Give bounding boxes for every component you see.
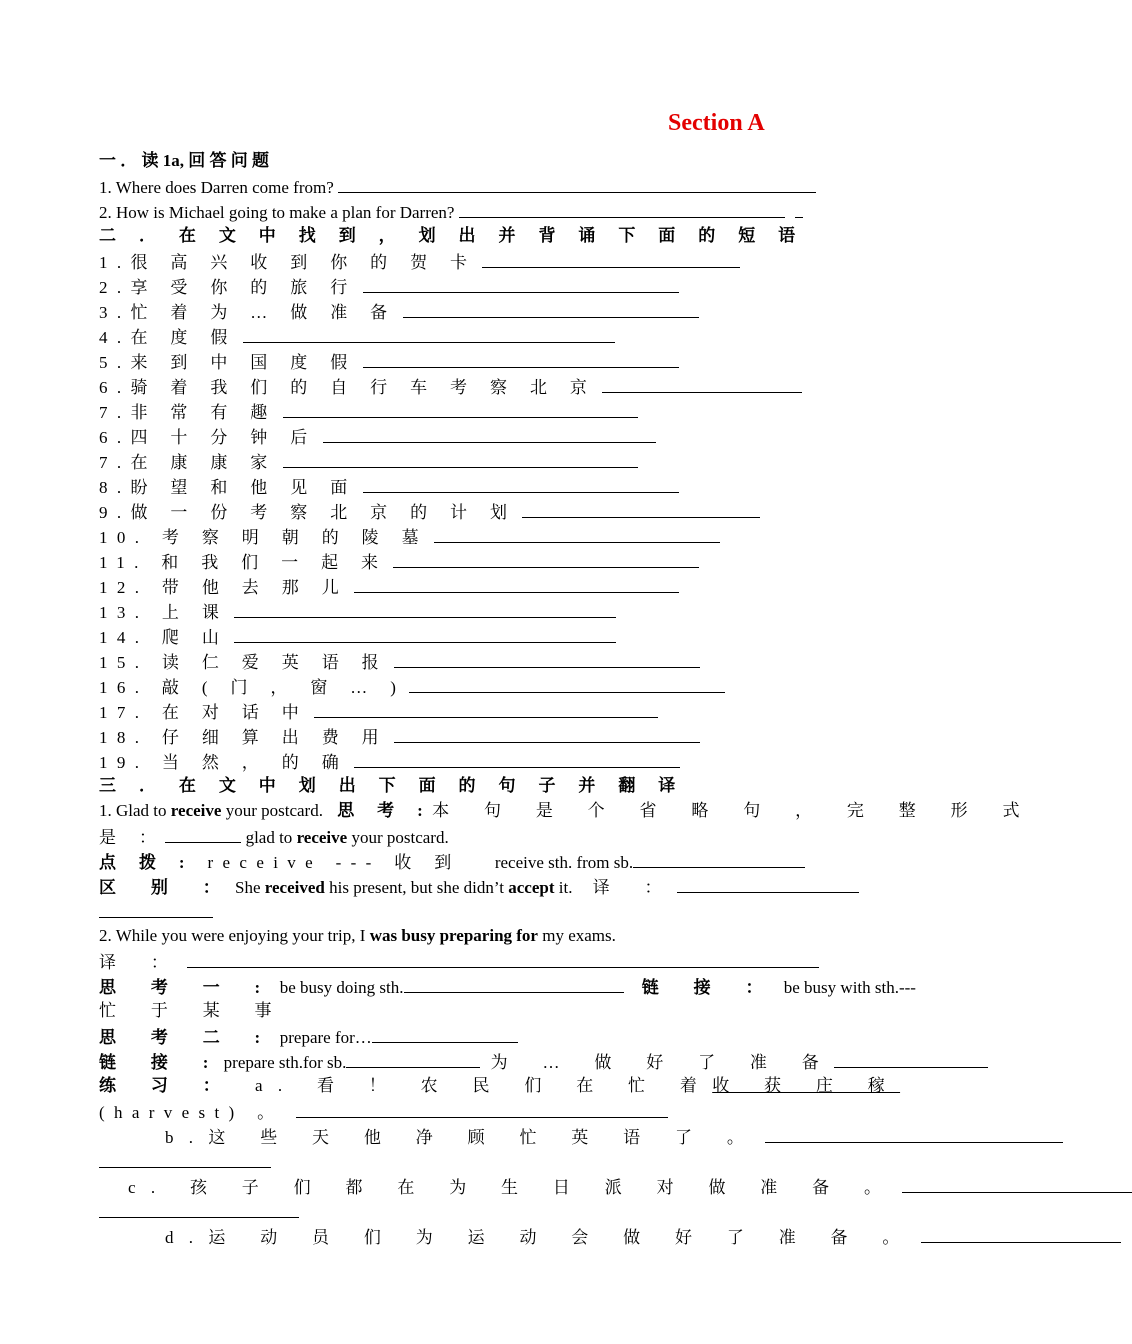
phrase-item xyxy=(99,524,720,548)
tip-example: receive sth. from sb. xyxy=(494,853,634,872)
phrase-item xyxy=(99,574,679,598)
phrase-text: 11. 和 我 们 一 起 来 xyxy=(99,553,388,572)
translate-blank[interactable] xyxy=(187,949,819,968)
link-blank[interactable] xyxy=(346,1049,480,1068)
phrase-item xyxy=(99,274,679,298)
phrase-blank[interactable] xyxy=(363,349,679,368)
phrase-text: 14. 爬 山 xyxy=(99,628,229,647)
answer-blank-2b[interactable] xyxy=(795,199,803,218)
keyword: received xyxy=(264,878,325,897)
practice-c-text: c. 孩 子 们 都 在 为 生 日 派 对 做 准 备 。 xyxy=(128,1178,897,1197)
think-one-text: be busy doing sth. xyxy=(275,978,404,997)
translate-continue xyxy=(99,899,213,923)
translate-blank[interactable] xyxy=(99,899,213,918)
phrase-item xyxy=(99,399,638,423)
phrase-item xyxy=(99,624,616,648)
think-two-blank[interactable] xyxy=(372,1024,518,1043)
phrase-text: 19. 当 然 ， 的 确 xyxy=(99,753,349,772)
practice-blank[interactable] xyxy=(921,1224,1121,1243)
link-meaning-text: 为 … 做 好 了 准 备 xyxy=(490,1053,835,1072)
think-label: 思 考 : xyxy=(337,801,433,820)
phrase-item xyxy=(99,749,680,773)
phrase-item xyxy=(99,424,656,448)
phrase-blank[interactable] xyxy=(403,299,699,318)
phrase-text: 6.骑 着 我 们 的 自 行 车 考 察 北 京 xyxy=(99,378,597,397)
phrase-blank[interactable] xyxy=(363,474,679,493)
link-meaning: 忙 于 某 事 xyxy=(99,1001,287,1020)
phrase-text: 7.在 康 康 家 xyxy=(99,453,277,472)
practice-a-underlined: 收 获 庄 稼 xyxy=(712,1076,901,1095)
sentence-1 xyxy=(99,799,1035,823)
phrase-item xyxy=(99,499,760,523)
practice-label: 练 习 ： xyxy=(99,1076,235,1095)
practice-b-text: b.这 些 天 他 净 顾 忙 英 语 了 。 xyxy=(165,1128,760,1147)
full-form-blank[interactable] xyxy=(165,824,241,843)
question-1 xyxy=(99,174,816,198)
sentence-text: glad to xyxy=(241,828,297,847)
think-text: 本 句 是 个 省 略 句 ， 完 整 形 式 xyxy=(432,801,1035,820)
phrase-text: 10. 考 察 明 朝 的 陵 墓 xyxy=(99,528,428,547)
translate-line-2 xyxy=(99,949,819,973)
think-one-blank[interactable] xyxy=(404,974,624,993)
link-text: be busy with sth.--- xyxy=(783,978,916,997)
phrase-blank[interactable] xyxy=(363,274,679,293)
translate-label: 译 ： xyxy=(99,953,184,972)
phrase-text: 7.非 常 有 趣 xyxy=(99,403,277,422)
phrase-text: 3.忙 着 为 … 做 准 备 xyxy=(99,303,397,322)
tip-text: receive --- 收 到 xyxy=(193,853,461,872)
phrase-blank[interactable] xyxy=(393,549,699,568)
phrase-item xyxy=(99,449,638,473)
practice-blank[interactable] xyxy=(99,1149,271,1168)
translate-label: 译 ： xyxy=(592,878,677,897)
sentence-text: my exams. xyxy=(537,926,616,945)
phrase-blank[interactable] xyxy=(314,699,658,718)
keyword: receive xyxy=(296,828,348,847)
keyword: was busy preparing for xyxy=(369,926,538,945)
phrase-blank[interactable] xyxy=(283,399,638,418)
sentence-text: 2. While you were enjoying your trip, I xyxy=(99,926,370,945)
translate-blank[interactable] xyxy=(677,874,859,893)
keyword: accept xyxy=(508,878,555,897)
phrase-blank[interactable] xyxy=(234,599,616,618)
question-2-text: 2. How is Michael going to make a plan for Darren? xyxy=(99,203,455,222)
sentence-text: his present, but she didn’t xyxy=(324,878,509,897)
phrase-blank[interactable] xyxy=(394,649,700,668)
difference-line xyxy=(99,874,859,898)
phrase-text: 5.来 到 中 国 度 假 xyxy=(99,353,357,372)
section-3-heading: 三 ． 在 文 中 划 出 下 面 的 句 子 并 翻 译 xyxy=(99,776,685,795)
link-line-2 xyxy=(99,1049,988,1073)
section-1-heading: 一 ． 读 1a, 回 答 问 题 xyxy=(99,151,269,170)
phrase-blank[interactable] xyxy=(283,449,638,468)
phrase-item xyxy=(99,699,658,723)
link-text: prepare sth.for sb. xyxy=(223,1053,347,1072)
phrase-item xyxy=(99,349,679,373)
practice-blank[interactable] xyxy=(765,1124,1063,1143)
link-label: 链 接 : xyxy=(99,1053,224,1072)
phrase-item xyxy=(99,549,699,573)
phrase-text: 12. 带 他 去 那 儿 xyxy=(99,578,349,597)
section-title: Section A xyxy=(668,110,765,136)
phrase-text: 18. 仔 细 算 出 费 用 xyxy=(99,728,388,747)
practice-a-cont xyxy=(99,1099,668,1123)
full-form-line xyxy=(99,824,449,848)
practice-c xyxy=(128,1174,1132,1198)
practice-a-text: (harvest) 。 xyxy=(99,1103,284,1122)
phrase-item xyxy=(99,324,615,348)
sentence-text: your postcard. xyxy=(221,801,323,820)
phrase-text: 6.四 十 分 钟 后 xyxy=(99,428,317,447)
label-text: 是 ： xyxy=(99,828,166,847)
phrase-blank[interactable] xyxy=(434,524,720,543)
answer-blank-1[interactable] xyxy=(338,174,816,193)
sentence-text: 1. Glad to xyxy=(99,801,171,820)
sentence-text: your postcard. xyxy=(347,828,449,847)
phrase-item xyxy=(99,474,679,498)
phrase-text: 13. 上 课 xyxy=(99,603,229,622)
link-label: 链 接 ： xyxy=(641,978,778,997)
section-2-heading: 二 ． 在 文 中 找 到 ， 划 出 并 背 诵 下 面 的 短 语 xyxy=(99,226,805,245)
phrase-blank[interactable] xyxy=(602,374,802,393)
think-two-line xyxy=(99,1024,518,1048)
phrase-blank[interactable] xyxy=(394,724,700,743)
phrase-blank[interactable] xyxy=(522,499,760,518)
phrase-blank[interactable] xyxy=(354,749,680,768)
practice-b xyxy=(165,1124,1063,1148)
think-two-text: prepare for… xyxy=(275,1028,372,1047)
phrase-blank[interactable] xyxy=(243,324,615,343)
phrase-item xyxy=(99,724,700,748)
answer-blank-2[interactable] xyxy=(459,199,785,218)
practice-d xyxy=(165,1224,1121,1248)
phrase-text: 15. 读 仁 爱 英 语 报 xyxy=(99,653,388,672)
phrase-text: 1.很 高 兴 收 到 你 的 贺 卡 xyxy=(99,253,477,272)
think-one-line xyxy=(99,974,916,998)
phrase-item xyxy=(99,674,725,698)
practice-blank[interactable] xyxy=(902,1174,1132,1193)
question-1-text: 1. Where does Darren come from? xyxy=(99,178,334,197)
phrase-blank[interactable] xyxy=(409,674,725,693)
question-2 xyxy=(99,199,803,223)
practice-b-cont xyxy=(99,1149,271,1173)
tip-label: 点 拨 : xyxy=(99,853,194,872)
practice-blank[interactable] xyxy=(99,1199,299,1218)
phrase-item xyxy=(99,649,700,673)
think-two-label: 思 考 二 : xyxy=(99,1028,276,1047)
phrase-blank[interactable] xyxy=(323,424,656,443)
sentence-2 xyxy=(99,924,616,948)
link-meaning-blank[interactable] xyxy=(834,1049,988,1068)
practice-d-text: d.运 动 员 们 为 运 动 会 做 好 了 准 备 。 xyxy=(165,1228,915,1247)
practice-a xyxy=(99,1074,900,1098)
think-one-label: 思 考 一 : xyxy=(99,978,276,997)
keyword: receive xyxy=(170,801,222,820)
phrase-item xyxy=(99,374,802,398)
phrase-item xyxy=(99,299,699,323)
phrase-blank[interactable] xyxy=(234,624,616,643)
tip-blank[interactable] xyxy=(633,849,805,868)
phrase-item xyxy=(99,249,740,273)
practice-c-cont xyxy=(99,1199,299,1223)
difference-label: 区 别 ： xyxy=(99,878,235,897)
sentence-text: She xyxy=(235,878,265,897)
phrase-item xyxy=(99,599,616,623)
phrase-text: 16. 敲 ( 门 ， 窗 … ) xyxy=(99,678,406,697)
sentence-text: it. xyxy=(554,878,573,897)
tip-line xyxy=(99,849,805,873)
phrase-blank[interactable] xyxy=(482,249,740,268)
phrase-text: 17. 在 对 话 中 xyxy=(99,703,309,722)
phrase-text: 8.盼 望 和 他 见 面 xyxy=(99,478,357,497)
phrase-text: 4.在 度 假 xyxy=(99,328,237,347)
phrase-blank[interactable] xyxy=(354,574,679,593)
practice-a-text: a. 看 ！ 农 民 们 在 忙 着 xyxy=(255,1076,713,1095)
practice-blank[interactable] xyxy=(296,1099,668,1118)
phrase-text: 9.做 一 份 考 察 北 京 的 计 划 xyxy=(99,503,517,522)
phrase-text: 2.享 受 你 的 旅 行 xyxy=(99,278,357,297)
